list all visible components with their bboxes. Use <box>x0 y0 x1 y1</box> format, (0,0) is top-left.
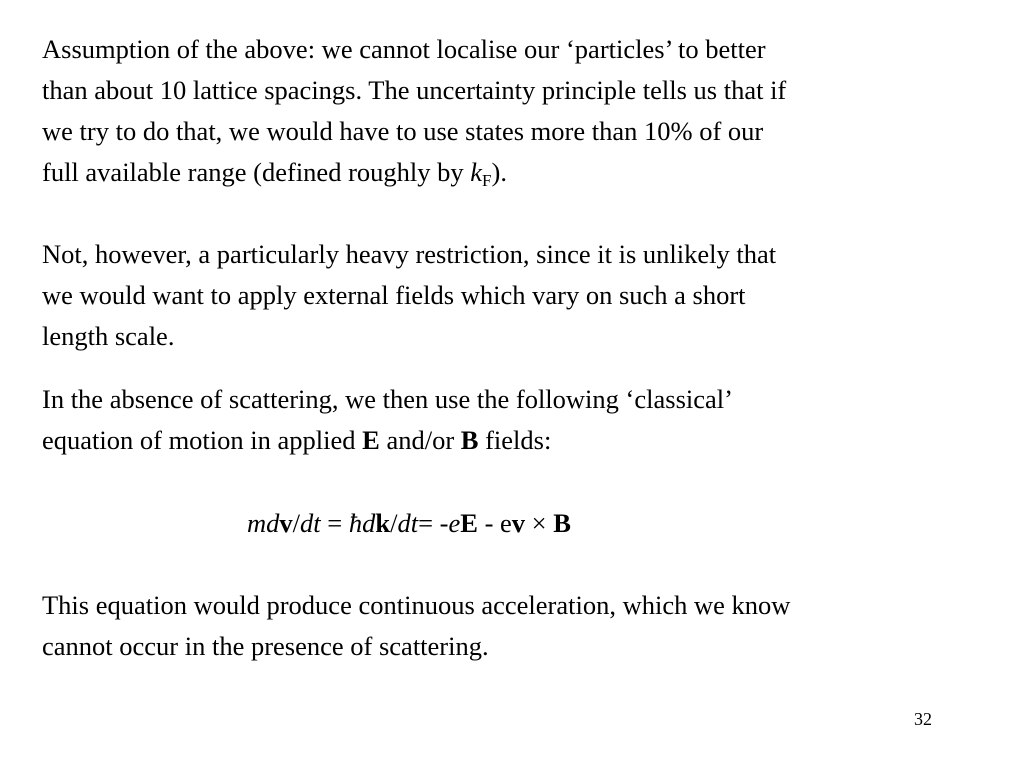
eq-term: k <box>375 508 391 538</box>
eq-term: md <box>247 508 280 538</box>
eq-term: × <box>525 508 554 538</box>
eq-term: - e <box>477 508 512 538</box>
equation-of-motion <box>247 503 571 544</box>
paragraph-restriction <box>42 234 1017 357</box>
eq-term: / <box>390 508 398 538</box>
electric-field-symbol: E <box>362 425 380 455</box>
magnetic-field-symbol: B <box>460 425 479 455</box>
text-segment: full available range (defined roughly by <box>42 157 471 187</box>
text-line <box>42 420 1017 461</box>
eq-term: = <box>320 508 349 538</box>
eq-term: v <box>511 508 526 538</box>
text-line: cannot occur in the presence of scattering. <box>42 631 489 661</box>
eq-term: e <box>448 508 461 538</box>
fermi-wavevector-symbol: k <box>470 157 483 187</box>
text-segment: equation of motion in applied <box>42 425 363 455</box>
text-line: than about 10 lattice spacings. The uncertainty principle tells us that if <box>42 75 787 105</box>
paragraph-localisation <box>42 29 1017 193</box>
eq-term: ħd <box>348 508 376 538</box>
text-line: Assumption of the above: we cannot localise our ‘particles’ to better <box>42 34 766 64</box>
paragraph-acceleration <box>42 585 1017 667</box>
eq-term: E <box>460 508 478 538</box>
text-line: Not, however, a particularly heavy restriction, since it is unlikely that <box>42 239 777 269</box>
eq-term: dt <box>397 508 419 538</box>
text-line: length scale. <box>42 321 175 351</box>
text-segment: and/or <box>379 425 461 455</box>
text-line: In the absence of scattering, we then use the following ‘classical’ <box>42 384 733 414</box>
eq-term: B <box>553 508 571 538</box>
text-segment: ). <box>491 157 507 187</box>
text-line: we would want to apply external fields which vary on such a short <box>42 280 746 310</box>
eq-term: / <box>292 508 301 538</box>
text-line: we try to do that, we would have to use states more than 10% of our <box>42 116 764 146</box>
eq-term: v <box>279 508 293 538</box>
text-line <box>42 152 1017 193</box>
page-number: 32 <box>914 709 932 729</box>
eq-term: = - <box>418 508 449 538</box>
text-line: This equation would produce continuous acceleration, which we know <box>42 590 791 620</box>
fermi-subscript: F <box>482 171 492 190</box>
paragraph-classical-motion <box>42 379 1017 461</box>
eq-term: dt <box>300 508 321 538</box>
text-segment: fields: <box>478 425 552 455</box>
